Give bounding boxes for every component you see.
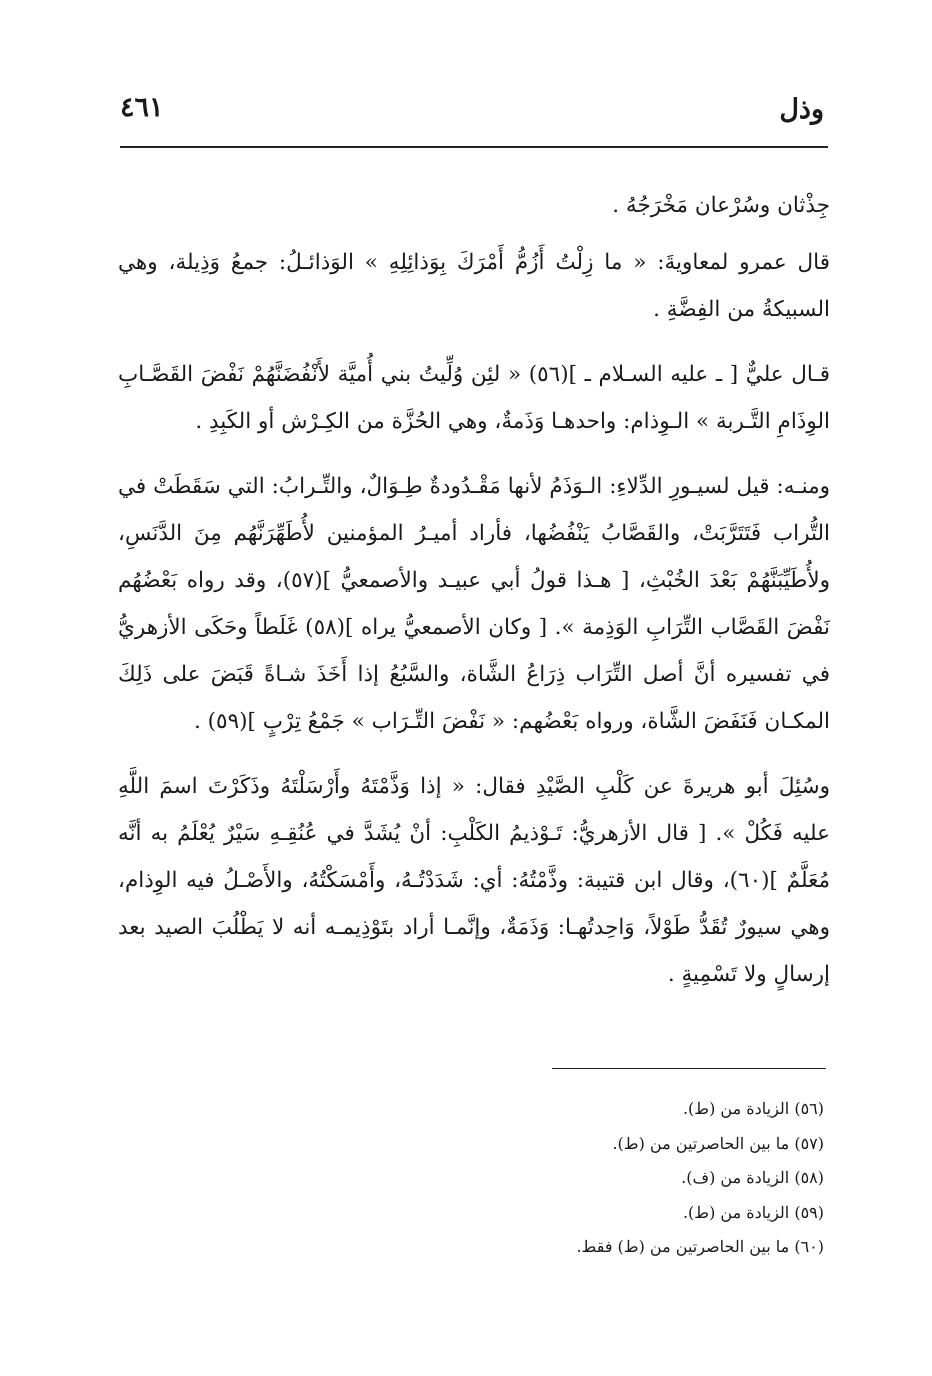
- footnotes: [400, 1092, 824, 1265]
- page-header: [120, 84, 828, 144]
- footnote: (٦٠) ما بين الحاصرتين من (ط) فقط.: [576, 1237, 824, 1256]
- footnote-rule: [552, 1068, 826, 1069]
- footnote: (٥٩) الزيادة من (ط).: [682, 1202, 824, 1222]
- paragraph: جِذْثان وسُرْعان مَخْرَجُهُ .: [612, 193, 830, 218]
- paragraph: قال عمرو لمعاويةَ: « ما زِلْتُ أَزُمُّ أَمْرَكَ بِوَذائِلِهِ » الوَذائـلُ: جمعُ وَذِيلة، وهي السبيكةُ من الفِضَّةِ .: [118, 250, 830, 322]
- main-text: [118, 182, 830, 1016]
- page-number: ٤٦١: [120, 92, 164, 123]
- footnote: (٥٦) الزيادة من (ط).: [682, 1099, 824, 1118]
- paragraph: قـال عليٌّ [ ـ عليه السـلام ـ ](٥٦) « لئِن وُلِّيتُ بني أُميَّة لأَنْفُضَنَّهُمْ نَفْضَ القَصَّـابِ الوِذَامِ التَّـربة » الـوِذام: واحدهـا وَذَمةٌ، وهي الحُزَّة من الكِـرْش أو الكَبِدِ .: [118, 362, 830, 434]
- footnote: (٥٧) ما بين الحاصرتين من (ط).: [612, 1133, 824, 1153]
- running-title: وذل: [779, 94, 824, 125]
- footnote: (٥٨) الزيادة من (ف).: [681, 1168, 824, 1187]
- header-rule: [120, 146, 828, 148]
- paragraph: ومنـه: قيل لسيـورِ الدِّلاءِ: الـوَذَمُ لأنها مَقْـدُودةٌ طِـوَالٌ، والتِّـرابُ: التي سَقَطَتْ في التُّراب فَتَتَرَّبَتْ، والقَصَّابُ يَنْفُضُها، فأراد أميـرُ المؤمنين لأُطَهِّرَنَّهُم مِنَ الدَّنَسِ، ولأُطَيِّبَنَّهُمْ بَعْدَ الخُبْثِ، [ هـذا قولُ أبي عبيـد والأصمعيُّ ](٥٧)، وقد رواه بَعْضُهُم نَفْضَ القَصَّاب التِّرَابِ الوَذِمة ». [ وكان الأصمعيُّ يراه ](٥٨) غَلَطاً وحَكَى الأزهريُّ في تفسيره أنَّ أصل التِّرَاب ذِرَاعُ الشَّاة، والسَّبُعُ إذا أَخَذَ شـاةً قَبَضَ على ذَلِكَ المكـان فَنَفَضَ الشَّاة، ورواه بَعْضُهم: « نَفْضَ التِّـرَاب » جَمْعُ تِرْبٍ ](٥٩) .: [118, 474, 830, 734]
- paragraph: وسُئِلَ أبو هريرةَ عن كَلْبِ الصَّيْدِ فقال: « إذا وَذَّمْتَهُ وأَرْسَلْتَهُ وذَكَرْتَ اسمَ اللَّهِ عليه فَكُلْ ». [ قال الأزهريُّ: تَـوْذيمُ الكَلْبِ: أنْ يُشَدَّ في عُنُقِـهِ سَيْرٌ يُعْلَمُ به أنَّه مُعَلَّمٌ ](٦٠)، وقال ابن قتيبة: وذَّمْتُهُ: أي: شَدَدْتُـهُ، وأَمْسَكْتُهُ، والأَصْـلُ فيه الوِذام، وهي سيورٌ تُقَدُّ طَوْلاً، وَاحِدتُهـا: وَذَمَةٌ، وإنَّمـا أراد بتَوْذِيمـه أنه لا يَطْلُبَ الصيد بعد إرسالٍ ولا تَسْمِيةٍ .: [118, 774, 830, 987]
